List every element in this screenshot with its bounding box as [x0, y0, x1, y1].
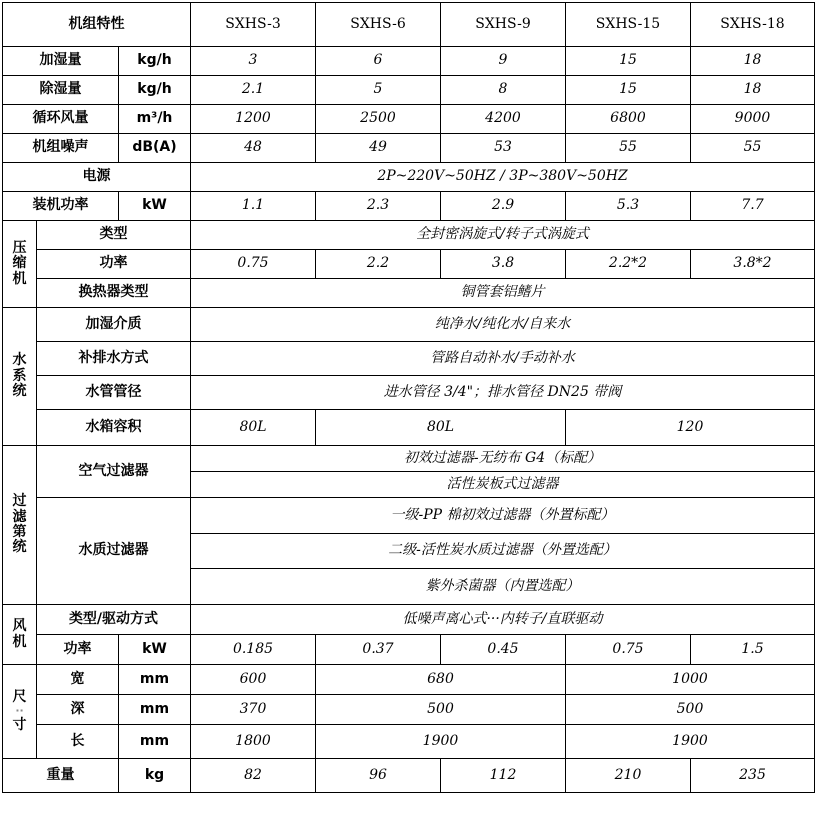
table-row	[3, 221, 815, 250]
cell-value: 112	[441, 759, 566, 793]
cell-value: 5.3	[566, 192, 691, 221]
group-label-compressor	[3, 221, 37, 308]
row-unit: kW	[119, 192, 191, 221]
cell-value: 6800	[566, 105, 691, 134]
cell-value: 1000	[566, 665, 815, 695]
cell-value: 18	[691, 47, 815, 76]
group-char: 风	[12, 618, 27, 635]
row-label: 类型	[37, 221, 191, 250]
cell-value: 500	[316, 695, 566, 725]
group-label-fan	[3, 605, 37, 665]
cell-value: 80L	[316, 410, 566, 446]
table-row	[3, 134, 815, 163]
cell-value: 0.75	[566, 635, 691, 665]
group-char: 寸	[12, 716, 27, 733]
group-label-size	[3, 665, 37, 759]
cell-value: 6	[316, 47, 441, 76]
cell-value: 9	[441, 47, 566, 76]
group-char: 尺	[12, 689, 27, 706]
group-char: ··	[15, 704, 24, 718]
cell-value: 82	[191, 759, 316, 793]
cell-value: 1.1	[191, 192, 316, 221]
cell-value: 2.2	[316, 250, 441, 279]
table-row	[3, 498, 815, 534]
cell-value: 4200	[441, 105, 566, 134]
cell-value: 2.2*2	[566, 250, 691, 279]
row-label: 除湿量	[3, 76, 119, 105]
cell-value: 9000	[691, 105, 815, 134]
cell-value: 15	[566, 76, 691, 105]
row-label: 机组噪声	[3, 134, 119, 163]
table-row	[3, 759, 815, 793]
table-row	[3, 635, 815, 665]
group-char: 缩	[12, 255, 27, 272]
spec-table	[2, 2, 815, 793]
cell-value: 1900	[566, 725, 815, 759]
cell-value: 1.5	[691, 635, 815, 665]
row-unit: kg/h	[119, 76, 191, 105]
cell-value: 18	[691, 76, 815, 105]
group-char: 机	[12, 270, 27, 287]
cell-value: 3.8*2	[691, 250, 815, 279]
row-label: 水质过滤器	[37, 498, 191, 605]
row-label: 功率	[37, 250, 191, 279]
cell-value: 5	[316, 76, 441, 105]
cell-value: 370	[191, 695, 316, 725]
cell-value: 3	[191, 47, 316, 76]
cell-value: 活性炭板式过滤器	[191, 472, 815, 498]
row-label: 空气过滤器	[37, 446, 191, 498]
cell-value: 管路自动补水/手动补水	[191, 342, 815, 376]
cell-value: 全封密涡旋式/转子式涡旋式	[191, 221, 815, 250]
group-char: 统	[12, 383, 27, 400]
group-char: 水	[12, 352, 27, 369]
model-name: SXHS-15	[566, 3, 691, 47]
table-row	[3, 725, 815, 759]
table-title: 机组特性	[3, 3, 191, 47]
table-row	[3, 695, 815, 725]
row-label: 类型/驱动方式	[37, 605, 191, 635]
row-unit: kW	[119, 635, 191, 665]
row-unit: mm	[119, 665, 191, 695]
row-label: 补排水方式	[37, 342, 191, 376]
cell-value: 53	[441, 134, 566, 163]
table-row	[3, 105, 815, 134]
cell-value: 0.37	[316, 635, 441, 665]
row-unit: mm	[119, 725, 191, 759]
table-row	[3, 376, 815, 410]
row-label: 长	[37, 725, 119, 759]
table-row	[3, 665, 815, 695]
cell-value: 0.45	[441, 635, 566, 665]
row-label: 水管管径	[37, 376, 191, 410]
cell-value: 二级-活性炭水质过滤器（外置选配）	[191, 534, 815, 569]
row-label: 加湿量	[3, 47, 119, 76]
cell-value: 2500	[316, 105, 441, 134]
cell-value: 210	[566, 759, 691, 793]
cell-value: 55	[691, 134, 815, 163]
model-name: SXHS-6	[316, 3, 441, 47]
cell-value: 纯净水/纯化水/自来水	[191, 308, 815, 342]
cell-value: 500	[566, 695, 815, 725]
cell-value: 600	[191, 665, 316, 695]
table-row	[3, 446, 815, 472]
cell-value: 8	[441, 76, 566, 105]
row-label: 宽	[37, 665, 119, 695]
table-row	[3, 342, 815, 376]
table-row	[3, 76, 815, 105]
row-label: 深	[37, 695, 119, 725]
row-label: 水箱容积	[37, 410, 191, 446]
header-row	[3, 3, 815, 47]
cell-value: 低噪声离心式···内转子/直联驱动	[191, 605, 815, 635]
group-char: 过	[12, 493, 27, 510]
group-char: 机	[12, 633, 27, 650]
row-unit: m³/h	[119, 105, 191, 134]
group-char: 系	[12, 367, 27, 384]
cell-value: 680	[316, 665, 566, 695]
cell-value: 进水管径 3/4"；排水管径 DN25 带阀	[191, 376, 815, 410]
cell-value: 120	[566, 410, 815, 446]
row-label: 重量	[3, 759, 119, 793]
model-name: SXHS-9	[441, 3, 566, 47]
group-label-filter	[3, 446, 37, 605]
row-unit: mm	[119, 695, 191, 725]
cell-value: 48	[191, 134, 316, 163]
row-unit: kg/h	[119, 47, 191, 76]
model-name: SXHS-3	[191, 3, 316, 47]
group-char: 滤	[12, 508, 27, 525]
table-row	[3, 250, 815, 279]
cell-value: 1800	[191, 725, 316, 759]
group-char: 统	[12, 539, 27, 556]
cell-value: 0.75	[191, 250, 316, 279]
cell-value: 1200	[191, 105, 316, 134]
cell-value: 2.1	[191, 76, 316, 105]
cell-value: 1900	[316, 725, 566, 759]
cell-value: 49	[316, 134, 441, 163]
table-row	[3, 308, 815, 342]
row-label: 加湿介质	[37, 308, 191, 342]
cell-value: 铜管套铝鳍片	[191, 279, 815, 308]
row-label: 电源	[3, 163, 191, 192]
row-label: 换热器类型	[37, 279, 191, 308]
cell-value: 2.3	[316, 192, 441, 221]
cell-value: 15	[566, 47, 691, 76]
table-row	[3, 47, 815, 76]
table-row	[3, 410, 815, 446]
row-unit: dB(A)	[119, 134, 191, 163]
group-label-water	[3, 308, 37, 446]
cell-value: 紫外杀菌器（内置选配）	[191, 569, 815, 605]
group-char: 压	[12, 239, 27, 256]
model-name: SXHS-18	[691, 3, 815, 47]
cell-value: 2.9	[441, 192, 566, 221]
cell-value: 2P~220V~50HZ / 3P~380V~50HZ	[191, 163, 815, 192]
cell-value: 235	[691, 759, 815, 793]
cell-value: 初效过滤器-无纺布 G4（标配）	[191, 446, 815, 472]
table-row	[3, 605, 815, 635]
table-row	[3, 192, 815, 221]
cell-value: 80L	[191, 410, 316, 446]
cell-value: 一级-PP 棉初效过滤器（外置标配）	[191, 498, 815, 534]
cell-value: 55	[566, 134, 691, 163]
cell-value: 7.7	[691, 192, 815, 221]
cell-value: 96	[316, 759, 441, 793]
table-row	[3, 163, 815, 192]
row-label: 装机功率	[3, 192, 119, 221]
group-char: 第	[12, 524, 27, 540]
cell-value: 3.8	[441, 250, 566, 279]
table-row	[3, 279, 815, 308]
cell-value: 0.185	[191, 635, 316, 665]
row-label: 功率	[37, 635, 119, 665]
row-unit: kg	[119, 759, 191, 793]
row-label: 循环风量	[3, 105, 119, 134]
